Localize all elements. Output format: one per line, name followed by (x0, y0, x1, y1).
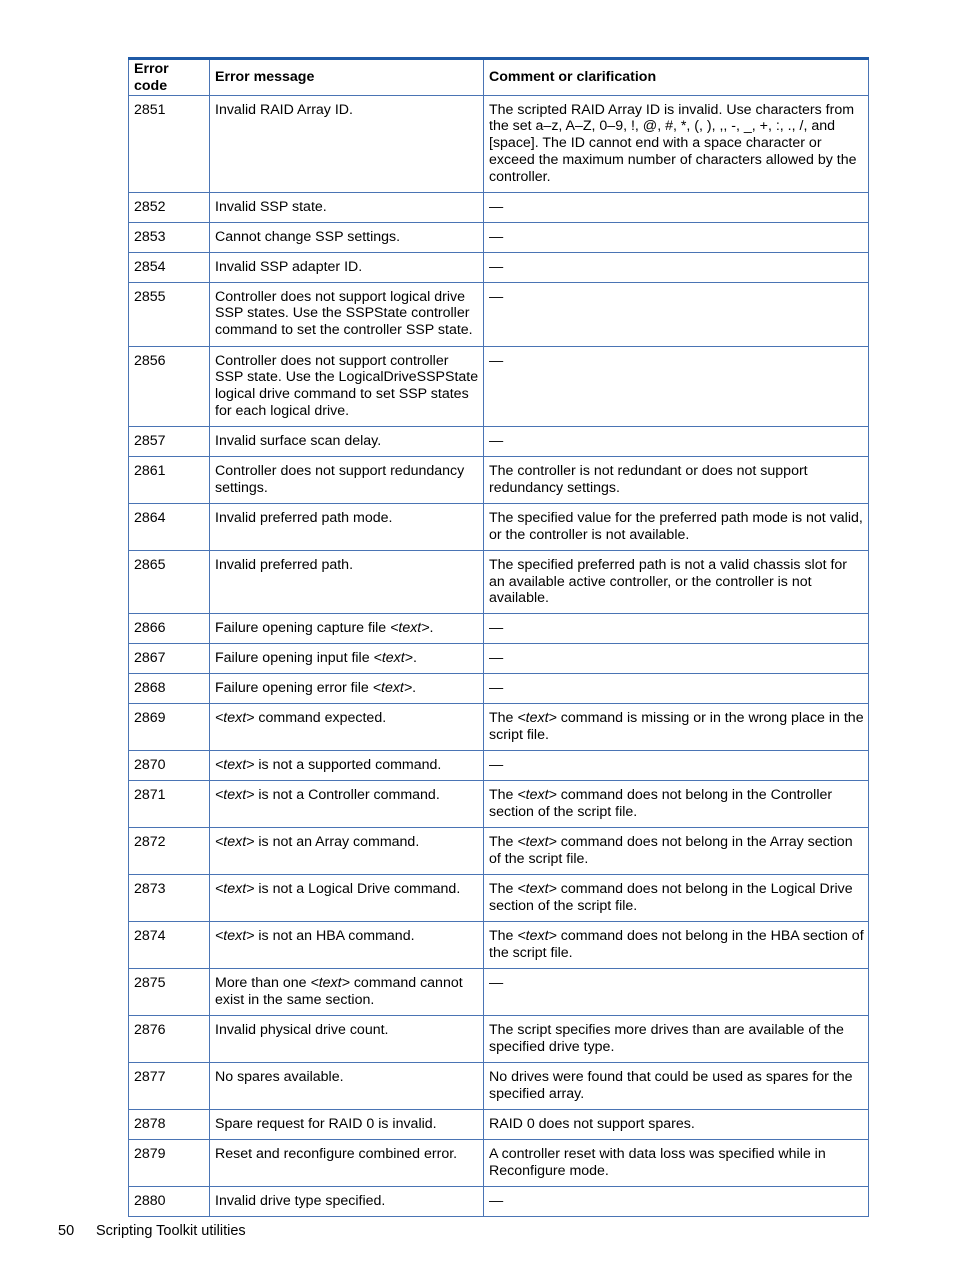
comment-cell (484, 1110, 869, 1140)
error-message-cell (210, 1016, 484, 1063)
cell-text: 2880 (134, 1193, 166, 1210)
comment-cell (484, 614, 869, 644)
comment-cell (484, 346, 869, 426)
cell-text: — (489, 680, 504, 697)
cell-text: Controller does not support redundancy settings. (215, 462, 465, 496)
error-message-cell (210, 456, 484, 503)
error-code-cell (129, 456, 210, 503)
placeholder-text: <text> (215, 928, 255, 945)
comment-cell (484, 503, 869, 550)
cell-text: command is missing or in the wrong place in the script file. (489, 710, 864, 743)
cell-text: The (489, 928, 518, 945)
table-row (129, 192, 869, 222)
placeholder-text: <text> (517, 787, 557, 804)
cell-text: 2877 (134, 1069, 166, 1086)
table-row (129, 456, 869, 503)
table-row (129, 644, 869, 674)
cell-text: The specified value for the preferred path mode is not valid, or the controller is not available. (489, 509, 863, 543)
cell-text: . (412, 650, 417, 667)
cell-text: Failure opening error file (215, 680, 373, 697)
table-row (129, 922, 869, 969)
error-message-cell (210, 550, 484, 613)
cell-text: Invalid physical drive count. (215, 1022, 389, 1039)
cell-text: 2872 (134, 834, 166, 851)
cell-text: command does not belong in the Logical Drive section of the script file. (489, 881, 853, 914)
error-message-cell (210, 1187, 484, 1217)
cell-text: Spare request for RAID 0 is invalid. (215, 1116, 437, 1133)
cell-text: — (489, 288, 504, 305)
error-message-cell (210, 644, 484, 674)
cell-text: 2873 (134, 881, 166, 898)
error-code-cell (129, 550, 210, 613)
cell-text: Invalid SSP adapter ID. (215, 258, 363, 275)
error-message-cell (210, 1110, 484, 1140)
error-message-cell (210, 828, 484, 875)
error-message-cell (210, 781, 484, 828)
comment-cell (484, 222, 869, 252)
placeholder-text: <text> (390, 620, 430, 637)
cell-text: Invalid drive type specified. (215, 1193, 386, 1210)
table-row (129, 1187, 869, 1217)
comment-cell (484, 969, 869, 1016)
cell-text: — (489, 228, 504, 245)
cell-text: 2853 (134, 228, 166, 245)
table-row (129, 614, 869, 644)
error-message-cell (210, 969, 484, 1016)
error-code-cell (129, 781, 210, 828)
placeholder-text: <text> (310, 975, 350, 992)
table-row (129, 875, 869, 922)
table-row (129, 751, 869, 781)
error-message-cell (210, 426, 484, 456)
error-code-cell (129, 426, 210, 456)
page-footer (58, 1223, 246, 1239)
table-row (129, 282, 869, 346)
placeholder-text: <text> (215, 757, 255, 774)
table-row (129, 1063, 869, 1110)
cell-text: is not an Array command. (254, 834, 420, 851)
cell-text: 2865 (134, 556, 166, 573)
comment-cell (484, 674, 869, 704)
table-row (129, 1110, 869, 1140)
error-message-cell (210, 503, 484, 550)
section-title: Scripting Toolkit utilities (96, 1223, 246, 1239)
error-message-cell (210, 282, 484, 346)
table-row (129, 222, 869, 252)
comment-cell (484, 704, 869, 751)
table-row (129, 969, 869, 1016)
error-code-cell (129, 922, 210, 969)
table-row (129, 781, 869, 828)
cell-text: Controller does not support controller SSP state. Use the LogicalDriveSSPState logical drive command to set SSP states for each logical drive. (215, 352, 479, 419)
error-code-cell (129, 1063, 210, 1110)
error-message-cell (210, 192, 484, 222)
cell-text: Controller does not support logical drive SSP states. Use the SSPState controller command to set the controller SSP state. (215, 288, 473, 339)
error-message-cell (210, 222, 484, 252)
placeholder-text: <text> (215, 710, 255, 727)
comment-cell (484, 922, 869, 969)
error-message-cell (210, 875, 484, 922)
error-code-cell (129, 828, 210, 875)
table-row (129, 252, 869, 282)
cell-text: No drives were found that could be used as spares for the specified array. (489, 1069, 853, 1102)
comment-cell (484, 192, 869, 222)
placeholder-text: <text> (372, 680, 413, 697)
error-message-cell (210, 614, 484, 644)
error-code-cell (129, 614, 210, 644)
cell-text: 2854 (134, 258, 166, 275)
cell-text: 2851 (134, 101, 166, 118)
comment-cell (484, 1063, 869, 1110)
cell-text: 2870 (134, 757, 166, 774)
error-code-cell (129, 252, 210, 282)
error-code-cell (129, 875, 210, 922)
cell-text: 2861 (134, 462, 166, 479)
header-error-code: Error code (129, 59, 210, 96)
cell-text: — (489, 650, 504, 667)
error-code-cell (129, 644, 210, 674)
error-code-cell (129, 282, 210, 346)
cell-text: The (489, 881, 518, 898)
error-code-cell (129, 192, 210, 222)
error-code-cell (129, 503, 210, 550)
cell-text: . (412, 680, 417, 697)
error-code-cell (129, 1110, 210, 1140)
placeholder-text: <text> (215, 787, 255, 804)
cell-text: 2876 (134, 1022, 166, 1039)
comment-cell (484, 875, 869, 922)
cell-text: 2856 (134, 352, 166, 369)
comment-cell (484, 644, 869, 674)
cell-text: Invalid SSP state. (215, 198, 327, 215)
comment-cell (484, 95, 869, 192)
comment-cell (484, 751, 869, 781)
cell-text: 2868 (134, 680, 166, 697)
error-message-cell (210, 751, 484, 781)
cell-text: More than one (215, 975, 311, 992)
cell-text: 2855 (134, 288, 166, 305)
table-row (129, 1016, 869, 1063)
error-message-cell (210, 346, 484, 426)
error-code-cell (129, 346, 210, 426)
table-header-row (129, 59, 869, 96)
cell-text: No spares available. (215, 1069, 344, 1086)
cell-text: A controller reset with data loss was specified while in Reconfigure mode. (489, 1146, 826, 1179)
table-row (129, 346, 869, 426)
placeholder-text: <text> (517, 928, 557, 945)
table-row (129, 674, 869, 704)
cell-text: 2875 (134, 975, 166, 992)
table-row (129, 828, 869, 875)
cell-text: command does not belong in the Array section of the script file. (489, 834, 853, 867)
cell-text: Invalid preferred path. (215, 556, 354, 573)
cell-text: is not an HBA command. (254, 928, 415, 945)
placeholder-text: <text> (373, 650, 413, 667)
error-code-cell (129, 704, 210, 751)
cell-text: 2857 (134, 432, 166, 449)
table-row (129, 95, 869, 192)
cell-text: RAID 0 does not support spares. (489, 1116, 695, 1133)
error-code-cell (129, 969, 210, 1016)
cell-text: — (489, 975, 504, 992)
comment-cell (484, 456, 869, 503)
error-message-cell (210, 1140, 484, 1187)
placeholder-text: <text> (215, 881, 255, 898)
error-code-cell (129, 1016, 210, 1063)
error-code-cell (129, 95, 210, 192)
comment-cell (484, 252, 869, 282)
cell-text: 2871 (134, 787, 166, 804)
error-message-cell (210, 674, 484, 704)
cell-text: Failure opening input file (215, 650, 374, 667)
cell-text: The scripted RAID Array ID is invalid. Use characters from the set a–z, A–Z, 0–9, !, @, #, *, (, ), ,, -, _, +, :, ., /, and [space]. The ID cannot end with a space character or exceed the maximum number of characters allowed by the controller. (489, 101, 857, 185)
comment-cell (484, 781, 869, 828)
cell-text: command expected. (254, 710, 387, 727)
cell-text: 2878 (134, 1116, 166, 1133)
comment-cell (484, 426, 869, 456)
cell-text: — (489, 198, 504, 215)
cell-text: 2864 (134, 509, 166, 526)
cell-text: command does not belong in the HBA section of the script file. (489, 928, 864, 961)
cell-text: command does not belong in the Controller section of the script file. (489, 787, 833, 820)
cell-text: The (489, 834, 518, 851)
cell-text: Reset and reconfigure combined error. (215, 1146, 458, 1163)
cell-text: Invalid preferred path mode. (215, 509, 393, 526)
cell-text: The (489, 787, 518, 804)
error-code-cell (129, 1187, 210, 1217)
cell-text: The specified preferred path is not a valid chassis slot for an available active controller, or the controller is not available. (489, 556, 848, 607)
error-code-cell (129, 1140, 210, 1187)
cell-text: Failure opening capture file (215, 620, 391, 637)
cell-text: The script specifies more drives than are available of the specified drive type. (489, 1022, 844, 1055)
error-message-cell (210, 704, 484, 751)
header-error-message: Error message (210, 59, 484, 96)
table-body (129, 95, 869, 1217)
error-message-cell (210, 252, 484, 282)
placeholder-text: <text> (517, 710, 557, 727)
error-code-cell (129, 751, 210, 781)
error-message-cell (210, 922, 484, 969)
cell-text: 2866 (134, 620, 166, 637)
cell-text: — (489, 1193, 504, 1210)
placeholder-text: <text> (517, 881, 557, 898)
cell-text: 2874 (134, 928, 166, 945)
comment-cell (484, 1140, 869, 1187)
error-code-cell (129, 674, 210, 704)
placeholder-text: <text> (517, 834, 557, 851)
cell-text: — (489, 620, 504, 637)
table-row (129, 426, 869, 456)
table-row (129, 704, 869, 751)
cell-text: — (489, 258, 504, 275)
cell-text: 2852 (134, 198, 166, 215)
page-number: 50 (58, 1223, 75, 1239)
cell-text: . (429, 620, 434, 637)
comment-cell (484, 1187, 869, 1217)
cell-text: Invalid surface scan delay. (215, 432, 382, 449)
cell-text: 2869 (134, 710, 166, 727)
cell-text: The controller is not redundant or does not support redundancy settings. (489, 462, 808, 496)
error-message-cell (210, 95, 484, 192)
error-code-cell (129, 222, 210, 252)
table-row (129, 503, 869, 550)
comment-cell (484, 828, 869, 875)
table-row (129, 550, 869, 613)
cell-text: is not a Logical Drive command. (254, 881, 461, 898)
comment-cell (484, 1016, 869, 1063)
cell-text: is not a supported command. (254, 757, 442, 774)
cell-text: Cannot change SSP settings. (215, 228, 401, 245)
cell-text: 2879 (134, 1146, 166, 1163)
cell-text: command cannot exist in the same section. (215, 975, 463, 1008)
cell-text: — (489, 352, 504, 369)
error-code-table (128, 57, 869, 1217)
cell-text: — (489, 432, 504, 449)
placeholder-text: <text> (215, 834, 255, 851)
cell-text: 2867 (134, 650, 166, 667)
table-row (129, 1140, 869, 1187)
comment-cell (484, 282, 869, 346)
cell-text: — (489, 757, 504, 774)
comment-cell (484, 550, 869, 613)
cell-text: The (489, 710, 518, 727)
cell-text: is not a Controller command. (254, 787, 440, 804)
error-message-cell (210, 1063, 484, 1110)
header-comment: Comment or clarification (484, 59, 869, 96)
cell-text: Invalid RAID Array ID. (215, 101, 353, 118)
